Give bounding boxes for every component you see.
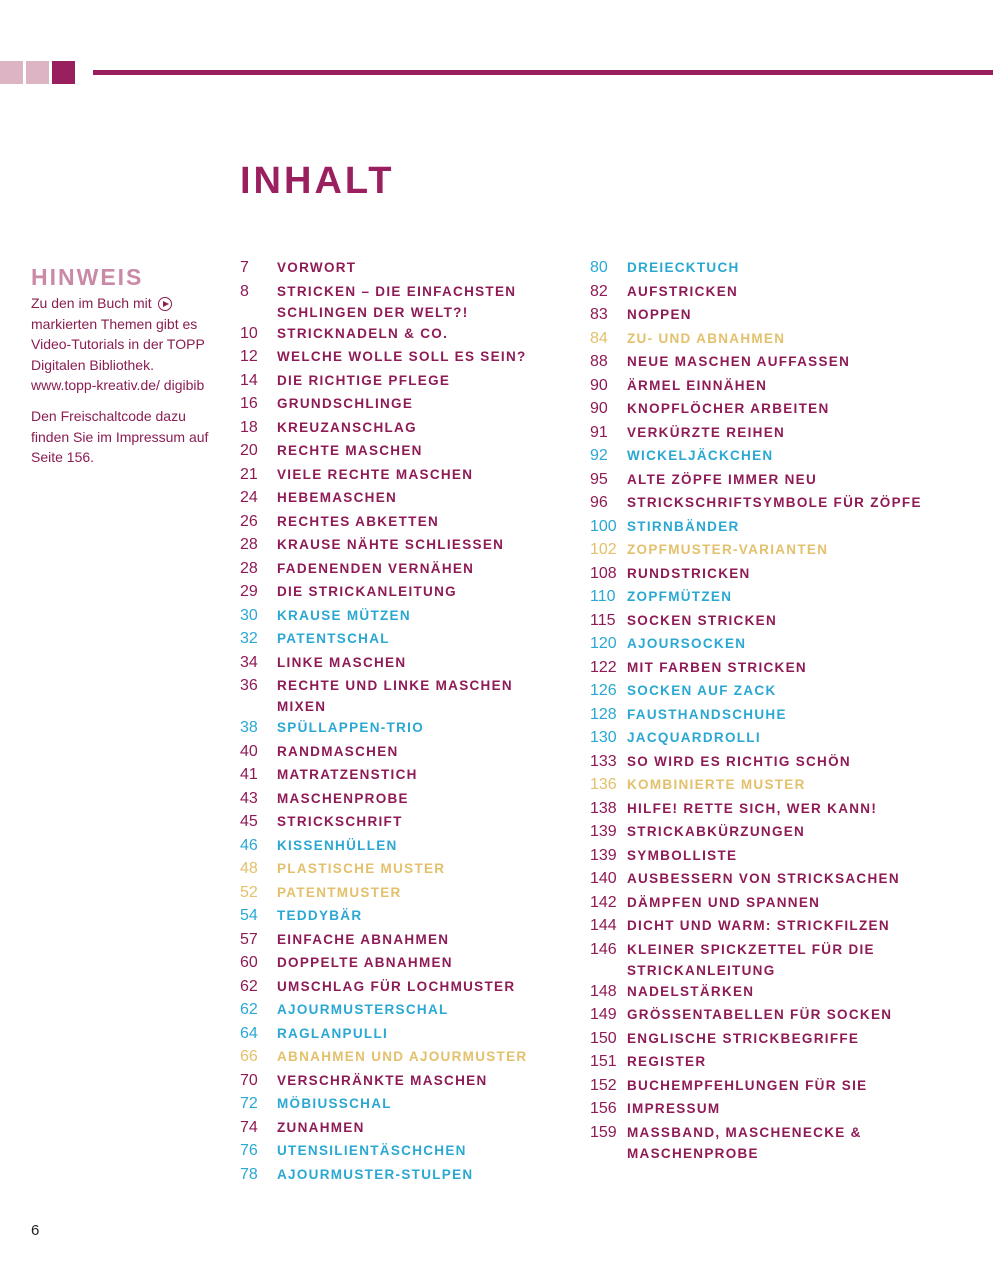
toc-page-number: 70 (240, 1071, 258, 1089)
toc-page-number: 128 (590, 705, 617, 723)
toc-entry (590, 939, 990, 981)
toc-page-number: 34 (240, 653, 258, 671)
toc-page-number: 95 (590, 470, 608, 488)
toc-page-number: 14 (240, 371, 258, 389)
toc-entry-title: HEBEMASCHEN (277, 490, 398, 505)
toc-entry-title: KREUZANSCHLAG (277, 419, 417, 435)
toc-entry-title: RAGLANPULLI (277, 1025, 389, 1041)
toc-entry-title: STRICKNADELN & CO. (277, 325, 449, 341)
toc-page-number: 7 (240, 259, 249, 276)
toc-page-number: 60 (240, 954, 258, 971)
toc-entry (590, 680, 990, 704)
toc-page-number: 76 (240, 1142, 258, 1159)
toc-page-number: 148 (590, 982, 617, 1000)
toc-entry (240, 257, 560, 281)
toc-entry-title: EINFACHE ABNAHMEN (277, 931, 450, 947)
toc-entry-title: RECHTE MASCHEN (277, 443, 423, 458)
header-rule (93, 70, 993, 75)
toc-entry-title: AUSBESSERN VON STRICKSACHEN (627, 871, 900, 886)
toc-entry (590, 1004, 990, 1028)
toc-page-number: 74 (240, 1118, 258, 1136)
toc-entry-title: DIE STRICKANLEITUNG (277, 584, 457, 599)
toc-entry-title: AJOURMUSTERSCHAL (277, 1002, 449, 1017)
toc-entry (590, 1051, 990, 1075)
toc-page-number: 140 (590, 870, 617, 887)
toc-page-number: 20 (240, 442, 258, 459)
toc-entry (590, 1075, 990, 1099)
toc-entry-title: UMSCHLAG FÜR LOCHMUSTER (277, 978, 516, 994)
toc-page-number: 46 (240, 836, 258, 854)
toc-entry (240, 1093, 560, 1117)
toc-entry (240, 534, 560, 558)
toc-entry-title: GRÖSSENTABELLEN FÜR SOCKEN (627, 1007, 893, 1022)
toc-entry-title: NEUE MASCHEN AUFFASSEN (627, 354, 851, 369)
toc-entry-title: KNOPFLÖCHER ARBEITEN (627, 401, 830, 416)
toc-entry (590, 1098, 990, 1122)
toc-entry (590, 798, 990, 822)
decorative-square-light-2 (26, 61, 49, 84)
toc-entry (240, 511, 560, 535)
toc-entry (240, 1117, 560, 1141)
toc-entry-title: SOCKEN AUF ZACK (627, 683, 777, 698)
toc-entry-title: HILFE! RETTE SICH, WER KANN! (627, 800, 878, 816)
toc-entry-title: DÄMPFEN UND SPANNEN (627, 894, 821, 910)
page-title: INHALT (240, 160, 395, 202)
toc-entry (590, 257, 990, 281)
toc-entry-title: AJOURMUSTER-STULPEN (277, 1166, 474, 1182)
toc-entry (240, 1070, 560, 1094)
toc-entry (240, 741, 560, 765)
toc-entry (590, 351, 990, 375)
play-circle-icon (158, 297, 172, 311)
toc-page-number: 126 (590, 682, 617, 699)
toc-page-number: 100 (590, 517, 617, 535)
toc-page-number: 8 (240, 282, 249, 300)
toc-page-number: 66 (240, 1048, 258, 1065)
toc-entry-title: STRICKSCHRIFTSYMBOLE FÜR ZÖPFE (627, 495, 922, 510)
toc-entry (240, 440, 560, 464)
toc-page-number: 16 (240, 395, 258, 412)
toc-page-number: 136 (590, 776, 617, 793)
toc-entry-title: SPÜLLAPPEN-TRIO (277, 720, 425, 735)
toc-entry-title: MIT FARBEN STRICKEN (627, 659, 807, 675)
toc-entry-title: FAUSTHANDSCHUHE (627, 706, 787, 722)
toc-entry (590, 657, 990, 681)
toc-entry-title: NADELSTÄRKEN (627, 983, 755, 999)
toc-entry-title: ENGLISCHE STRICKBEGRIFFE (627, 1030, 860, 1046)
toc-entry (240, 835, 560, 859)
toc-page-number: 78 (240, 1165, 258, 1183)
toc-entry-title: MASCHENPROBE (277, 790, 409, 806)
toc-entry (240, 929, 560, 953)
toc-page-number: 43 (240, 789, 258, 807)
toc-entry-title: DREIECKTUCH (627, 260, 740, 275)
toc-entry-title: VIELE RECHTE MASCHEN (277, 466, 474, 482)
toc-page-number: 28 (240, 536, 258, 553)
toc-page-number: 54 (240, 907, 258, 924)
toc-page-number: 38 (240, 719, 258, 736)
toc-entry-title: PATENTMUSTER (277, 884, 402, 900)
toc-entry (590, 751, 990, 775)
hint-heading: HINWEIS (31, 264, 144, 290)
toc-entry (240, 905, 560, 929)
toc-entry-title: UTENSILIENTÄSCHCHEN (277, 1143, 467, 1158)
toc-page-number: 48 (240, 860, 258, 877)
toc-page-number: 30 (240, 606, 258, 624)
toc-page-number: 28 (240, 559, 258, 577)
toc-entry (590, 469, 990, 493)
toc-entry (240, 675, 560, 717)
toc-entry (240, 976, 560, 1000)
toc-entry (590, 892, 990, 916)
toc-entry (590, 821, 990, 845)
toc-entry (590, 845, 990, 869)
toc-entry-title: ZU- UND ABNAHMEN (627, 330, 786, 346)
toc-entry (240, 605, 560, 629)
toc-entry-title: KLEINER SPICKZETTEL FÜR DIE STRICKANLEITUNG (627, 941, 875, 978)
toc-entry (240, 717, 560, 741)
toc-page-number: 12 (240, 348, 258, 365)
toc-entry (590, 375, 990, 399)
toc-entry-title: SOCKEN STRICKEN (627, 612, 778, 628)
toc-entry (590, 704, 990, 728)
toc-entry-title: STRICKEN – DIE EINFACHSTEN SCHLINGEN DER WELT?! (277, 283, 517, 320)
toc-entry-title: RANDMASCHEN (277, 743, 399, 759)
toc-page-number: 45 (240, 813, 258, 830)
toc-entry-title: SYMBOLLISTE (627, 847, 738, 863)
toc-entry-title: RECHTE UND LINKE MASCHEN MIXEN (277, 678, 513, 714)
toc-page-number: 41 (240, 766, 258, 783)
toc-entry (590, 304, 990, 328)
toc-entry-title: MATRATZENSTICH (277, 767, 418, 782)
toc-entry (240, 393, 560, 417)
toc-entry (240, 417, 560, 441)
toc-entry (240, 811, 560, 835)
toc-page-number: 102 (590, 541, 617, 558)
toc-page-number: 150 (590, 1029, 617, 1047)
toc-column-1 (240, 257, 560, 1187)
toc-entry (590, 610, 990, 634)
toc-entry-title: AUFSTRICKEN (627, 283, 739, 299)
toc-entry-title: ZOPFMUSTER-VARIANTEN (627, 542, 829, 557)
toc-entry (240, 1164, 560, 1188)
toc-entry-title: FADENENDEN VERNÄHEN (277, 560, 475, 576)
toc-entry-title: STRICKSCHRIFT (277, 814, 403, 829)
toc-page-number: 142 (590, 893, 617, 911)
toc-entry (240, 464, 560, 488)
toc-entry-title: VERKÜRZTE REIHEN (627, 424, 786, 440)
toc-entry-title: WELCHE WOLLE SOLL ES SEIN? (277, 349, 527, 364)
toc-entry (240, 323, 560, 347)
toc-page-number: 88 (590, 353, 608, 370)
toc-entry-title: KRAUSE NÄHTE SCHLIESSEN (277, 537, 505, 552)
toc-entry-title: DIE RICHTIGE PFLEGE (277, 372, 451, 388)
toc-page-number: 32 (240, 630, 258, 647)
toc-entry-title: KOMBINIERTE MUSTER (627, 777, 806, 792)
toc-entry-title: ZOPFMÜTZEN (627, 589, 733, 604)
toc-entry-title: STIRNBÄNDER (627, 518, 740, 534)
toc-entry (590, 492, 990, 516)
toc-entry (240, 882, 560, 906)
toc-page-number: 52 (240, 883, 258, 901)
toc-entry (240, 999, 560, 1023)
toc-page-number: 122 (590, 658, 617, 676)
hint-paragraph-video (31, 293, 211, 396)
toc-entry-title: ZUNAHMEN (277, 1119, 365, 1135)
toc-entry-title: PATENTSCHAL (277, 631, 390, 646)
toc-entry (590, 539, 990, 563)
toc-page-number: 10 (240, 324, 258, 342)
hint-box (31, 264, 211, 468)
toc-entry (240, 346, 560, 370)
toc-entry-title: DOPPELTE ABNAHMEN (277, 955, 453, 970)
toc-entry-title: DICHT UND WARM: STRICKFILZEN (627, 918, 890, 933)
toc-entry (590, 1122, 990, 1164)
toc-page-number: 82 (590, 282, 608, 300)
toc-entry-title: KISSENHÜLLEN (277, 837, 398, 853)
toc-page-number: 144 (590, 917, 617, 934)
toc-entry-title: IMPRESSUM (627, 1101, 721, 1116)
toc-entry (240, 788, 560, 812)
decorative-square-dark (52, 61, 75, 84)
toc-page-number: 90 (590, 376, 608, 394)
toc-entry-title: WICKELJÄCKCHEN (627, 448, 774, 463)
toc-page-number: 29 (240, 583, 258, 600)
toc-page-number: 138 (590, 799, 617, 817)
toc-entry (240, 628, 560, 652)
toc-page-number: 120 (590, 635, 617, 652)
toc-entry-title: BUCHEMPFEHLUNGEN FÜR SIE (627, 1077, 868, 1093)
toc-entry (240, 487, 560, 511)
hint-paragraph-code: Den Freischaltcode dazu finden Sie im Impressum auf Seite 156. (31, 407, 209, 466)
toc-entry-title: ALTE ZÖPFE IMMER NEU (627, 471, 817, 487)
toc-entry-title: MÖBIUSSCHAL (277, 1096, 392, 1111)
toc-entry (240, 1023, 560, 1047)
toc-page-number: 92 (590, 447, 608, 464)
toc-entry (590, 1028, 990, 1052)
toc-entry (240, 581, 560, 605)
toc-entry (240, 1140, 560, 1164)
toc-entry (590, 563, 990, 587)
toc-entry (590, 328, 990, 352)
toc-entry (240, 764, 560, 788)
toc-entry (590, 516, 990, 540)
hint-text-pre: Zu den im Buch mit (31, 295, 152, 311)
toc-page-number: 108 (590, 564, 617, 582)
toc-page-number: 64 (240, 1024, 258, 1042)
toc-entry-title: VERSCHRÄNKTE MASCHEN (277, 1072, 488, 1088)
toc-entry-title: ABNAHMEN UND AJOURMUSTER (277, 1049, 528, 1064)
toc-entry (240, 281, 560, 323)
toc-entry-title: RECHTES ABKETTEN (277, 513, 440, 529)
toc-entry-title: REGISTER (627, 1054, 707, 1069)
toc-entry (590, 281, 990, 305)
toc-page-number: 36 (240, 677, 258, 694)
toc-page-number: 139 (590, 823, 617, 840)
toc-page-number: 146 (590, 940, 617, 958)
toc-page-number: 24 (240, 489, 258, 506)
toc-entry-title: SO WIRD ES RICHTIG SCHÖN (627, 753, 851, 769)
toc-page-number: 57 (240, 930, 258, 948)
toc-entry (590, 774, 990, 798)
toc-entry-title: AJOURSOCKEN (627, 636, 747, 651)
toc-page-number: 26 (240, 512, 258, 530)
toc-entry (240, 370, 560, 394)
toc-entry (240, 652, 560, 676)
toc-entry-title: MASSBAND, MASCHENECKE & MASCHENPROBE (627, 1124, 862, 1161)
toc-page-number: 159 (590, 1123, 617, 1141)
toc-page-number: 110 (590, 588, 616, 605)
toc-page-number: 96 (590, 494, 608, 511)
toc-entry (590, 727, 990, 751)
toc-entry (590, 633, 990, 657)
toc-entry-title: ÄRMEL EINNÄHEN (627, 377, 768, 393)
toc-entry (590, 981, 990, 1005)
toc-entry-title: GRUNDSCHLINGE (277, 396, 414, 411)
toc-page-number: 133 (590, 752, 617, 770)
toc-entry-title: TEDDYBÄR (277, 908, 363, 923)
toc-page-number: 62 (240, 1001, 258, 1018)
toc-page-number: 130 (590, 729, 617, 746)
toc-entry (240, 952, 560, 976)
toc-entry-title: KRAUSE MÜTZEN (277, 607, 411, 623)
toc-page-number: 156 (590, 1100, 617, 1117)
hint-text-post: markierten Themen gibt es Video-Tutorials in der TOPP Digitalen Bibliothek. www.topp-kreativ.de/ digibib (31, 315, 205, 394)
toc-page-number: 62 (240, 977, 258, 995)
toc-entry (590, 915, 990, 939)
page-number: 6 (31, 1222, 40, 1239)
toc-entry (590, 586, 990, 610)
toc-page-number: 115 (590, 611, 616, 629)
toc-entry-title: RUNDSTRICKEN (627, 565, 751, 581)
toc-entry-title: STRICKABKÜRZUNGEN (627, 824, 806, 839)
toc-page-number: 149 (590, 1006, 617, 1023)
toc-page-number: 139 (590, 846, 617, 864)
toc-page-number: 151 (590, 1053, 617, 1070)
toc-entry (590, 422, 990, 446)
toc-page-number: 18 (240, 418, 258, 436)
decorative-square-light-1 (0, 61, 23, 84)
toc-entry (590, 445, 990, 469)
toc-entry-title: VORWORT (277, 260, 357, 275)
toc-column-2 (590, 257, 990, 1164)
toc-entry (240, 558, 560, 582)
toc-page-number: 90 (590, 400, 608, 417)
toc-page-number: 80 (590, 259, 608, 276)
toc-page-number: 91 (590, 423, 608, 441)
toc-page-number: 152 (590, 1076, 617, 1094)
toc-page-number: 84 (590, 329, 608, 347)
toc-page-number: 40 (240, 742, 258, 760)
toc-entry (240, 1046, 560, 1070)
toc-entry-title: JACQUARDROLLI (627, 730, 761, 745)
toc-entry-title: PLASTISCHE MUSTER (277, 861, 446, 876)
toc-entry (240, 858, 560, 882)
toc-entry (590, 398, 990, 422)
toc-entry-title: NOPPEN (627, 307, 692, 322)
toc-entry (590, 868, 990, 892)
toc-entry-title: LINKE MASCHEN (277, 654, 407, 670)
toc-page-number: 83 (590, 306, 608, 323)
toc-page-number: 72 (240, 1095, 258, 1112)
toc-page-number: 21 (240, 465, 258, 483)
